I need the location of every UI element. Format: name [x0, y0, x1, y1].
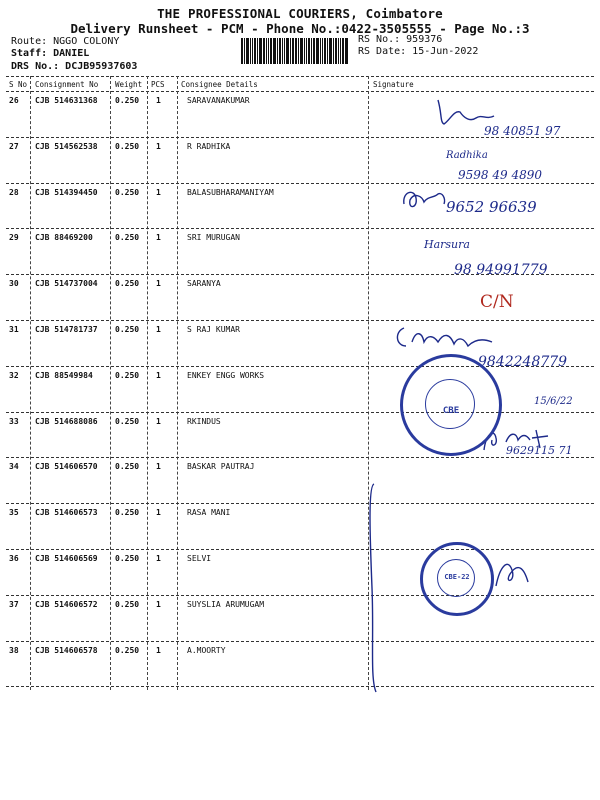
- drs-number: DRS No.: DCJB95937603: [11, 61, 138, 72]
- col-consignment: Consignment No: [35, 80, 99, 89]
- handwritten-phone: 9652 96639: [446, 198, 537, 216]
- row-consignment-no: CJB 514394450: [35, 187, 98, 197]
- row-consignee: A.MOORTY: [187, 645, 226, 655]
- row-sno: 34: [9, 462, 19, 472]
- row-sno: 31: [9, 325, 19, 334]
- table-row: [0, 367, 600, 413]
- handwritten-phone: 98 40851 97: [484, 124, 561, 138]
- rs-number: RS No.: 959376: [358, 34, 443, 45]
- row-pcs: 1: [156, 233, 161, 243]
- row-consignee: R RADHIKA: [187, 141, 231, 151]
- row-consignee: SUYSLIA ARUMUGAM: [187, 599, 265, 609]
- row-consignee: BASKAR PAUTRAJ: [187, 462, 255, 472]
- row-pcs: 1: [156, 416, 161, 426]
- row-pcs: 1: [156, 187, 161, 197]
- handwritten-date: 15/6/22: [534, 396, 573, 407]
- signature-scribble: [400, 186, 450, 214]
- col-pcs: PCS: [151, 80, 165, 89]
- row-weight: 0.250: [115, 325, 140, 334]
- table-row: [0, 596, 600, 642]
- row-sno: 37: [9, 599, 19, 609]
- row-weight: 0.250: [115, 279, 140, 289]
- row-pcs: 1: [156, 279, 161, 289]
- row-consignee: BALASUBHARAMANIYAM: [187, 187, 274, 197]
- row-sno: 36: [9, 554, 19, 563]
- row-weight: 0.250: [115, 554, 140, 563]
- row-consignment-no: CJB 514606573: [35, 508, 98, 518]
- row-sno: 27: [9, 141, 19, 151]
- stamp-text: CBE: [442, 406, 460, 416]
- table-top-border: [6, 76, 594, 77]
- row-sno: 38: [9, 645, 19, 655]
- row-pcs: 1: [156, 370, 161, 380]
- row-consignee: SARANYA: [187, 279, 221, 289]
- row-sno: 29: [9, 233, 19, 243]
- row-separator: [6, 686, 594, 687]
- row-consignee: SARAVANAKUMAR: [187, 96, 250, 105]
- row-sno: 26: [9, 96, 19, 105]
- table-row: [0, 642, 600, 688]
- row-consignee: RKINDUS: [187, 416, 221, 426]
- barcode: [241, 38, 351, 64]
- signature-scribble: [490, 552, 534, 592]
- row-pcs: 1: [156, 462, 161, 472]
- col-sno: S No: [9, 80, 28, 89]
- row-weight: 0.250: [115, 370, 140, 380]
- row-weight: 0.250: [115, 462, 140, 472]
- row-pcs: 1: [156, 554, 161, 563]
- row-consignment-no: CJB 514606569: [35, 554, 98, 563]
- row-pcs: 1: [156, 325, 161, 334]
- row-consignment-no: CJB 514606578: [35, 645, 98, 655]
- row-consignment-no: CJB 514562538: [35, 141, 98, 151]
- table-row: [0, 458, 600, 504]
- handwritten-phone: 9598 49 4890: [458, 168, 542, 182]
- row-consignee: ENKEY ENGG WORKS: [187, 370, 265, 380]
- rs-date: RS Date: 15-Jun-2022: [358, 46, 479, 57]
- bracket-line: [364, 478, 384, 698]
- col-consignee: Consignee Details: [181, 80, 258, 89]
- row-weight: 0.250: [115, 508, 140, 518]
- row-weight: 0.250: [115, 416, 140, 426]
- row-weight: 0.250: [115, 96, 140, 105]
- row-pcs: 1: [156, 599, 161, 609]
- row-consignment-no: CJB 88469200: [35, 233, 93, 243]
- row-pcs: 1: [156, 645, 161, 655]
- row-consignment-no: CJB 514688086: [35, 416, 98, 426]
- row-consignee: SRI MURUGAN: [187, 233, 240, 243]
- row-consignment-no: CJB 514606572: [35, 599, 98, 609]
- row-consignment-no: CJB 514781737: [35, 325, 98, 334]
- handwritten-name: Harsura: [424, 238, 470, 251]
- company-stamp: [420, 542, 494, 616]
- handwritten-phone: 9842248779: [478, 354, 568, 370]
- runsheet-subtitle: Delivery Runsheet - PCM - Phone No.:0422-3505555 - Page No.:3: [70, 21, 530, 36]
- table-header: [0, 78, 600, 92]
- row-sno: 28: [9, 187, 19, 197]
- row-consignee: SELVI: [187, 554, 212, 563]
- row-consignment-no: CJB 514631368: [35, 96, 98, 105]
- row-consignment-no: CJB 514737004: [35, 279, 98, 289]
- row-sno: 35: [9, 508, 19, 518]
- row-weight: 0.250: [115, 141, 140, 151]
- row-pcs: 1: [156, 96, 161, 105]
- stamp-text: CBE-22: [444, 573, 470, 581]
- row-consignee: RASA MANI: [187, 508, 231, 518]
- handwritten-phone: 9629115 71: [506, 444, 573, 457]
- row-consignment-no: CJB 514606570: [35, 462, 98, 472]
- page-title: THE PROFESSIONAL COURIERS, Coimbatore: [157, 6, 443, 21]
- company-stamp: [400, 354, 502, 456]
- col-weight: Weight: [115, 80, 143, 89]
- row-weight: 0.250: [115, 599, 140, 609]
- handwritten-phone: 98 94991779: [454, 262, 548, 278]
- row-consignment-no: CJB 88549984: [35, 370, 93, 380]
- col-signature: Signature: [373, 80, 414, 89]
- row-pcs: 1: [156, 141, 161, 151]
- handwritten-note: C/N: [480, 292, 514, 312]
- row-sno: 33: [9, 416, 19, 426]
- row-weight: 0.250: [115, 187, 140, 197]
- row-weight: 0.250: [115, 233, 140, 243]
- row-consignee: S RAJ KUMAR: [187, 325, 240, 334]
- row-weight: 0.250: [115, 645, 140, 655]
- row-sno: 32: [9, 370, 19, 380]
- route-label: Route: NGGO COLONY: [11, 36, 120, 47]
- row-pcs: 1: [156, 508, 161, 518]
- handwritten-name: Radhika: [446, 150, 488, 161]
- signature-scribble: [392, 322, 502, 356]
- table-row: [0, 504, 600, 550]
- staff-label: Staff: DANIEL: [11, 48, 90, 59]
- row-sno: 30: [9, 279, 19, 289]
